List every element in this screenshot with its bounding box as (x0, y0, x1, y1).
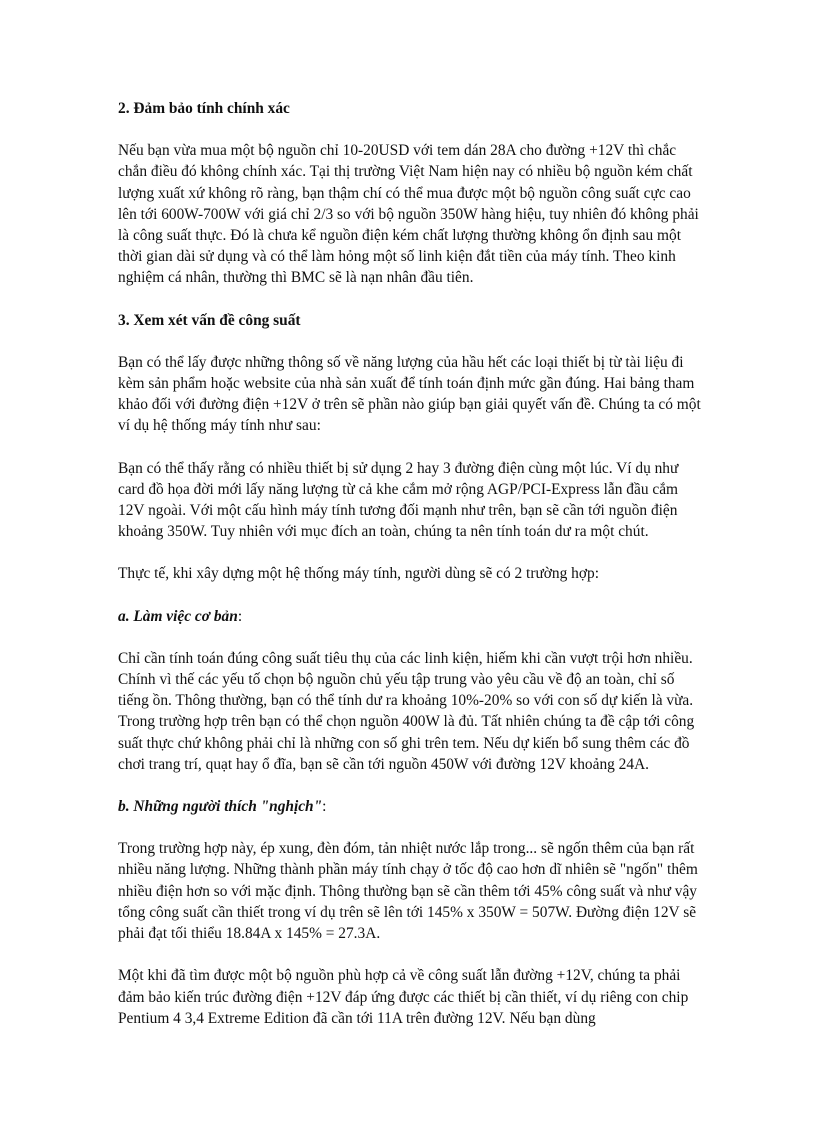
case-b-heading (118, 796, 704, 817)
section-3-paragraph-1: Bạn có thể lấy được những thông số về năng lượng của hầu hết các loại thiết bị từ tài liệu đi kèm sản phẩm hoặc website của nhà sản xuất để tính toán định mức gần đúng. Hai bảng tham khảo đối với đường điện +12V ở trên sẽ phần nào giúp bạn giải quyết vấn đề. Chúng ta có một ví dụ hệ thống máy tính như sau: (118, 353, 701, 435)
case-b-colon: : (322, 798, 327, 816)
section-3-heading: 3. Xem xét vấn đề công suất (118, 311, 301, 329)
case-a-colon: : (237, 607, 243, 625)
section-3-paragraph-2: Bạn có thể thấy rằng có nhiều thiết bị sử dụng 2 hay 3 đường điện cùng một lúc. Ví dụ như card đồ họa đời mới lấy năng lượng từ cả khe cắm mở rộng AGP/PCI-Express lẫn đầu cắm 12V ngoài. Với một cấu hình máy tính tương đối mạnh như trên, bạn sẽ cần tới nguồn điện khoảng 350W. Tuy nhiên với mục đích an toàn, chúng ta nên tính toán dư ra một chút. (118, 459, 679, 541)
closing-paragraph: Một khi đã tìm được một bộ nguồn phù hợp cả về công suất lẫn đường +12V, chúng ta phải đảm bảo kiến trúc đường điện +12V đáp ứng được các thiết bị cần thiết, ví dụ riêng con chip Pentium 4 3,4 Extreme Edition đã cần tới 11A trên đường 12V. Nếu bạn dùng (118, 967, 689, 1027)
document-page (118, 98, 704, 1050)
case-b-title: b. Những người thích "nghịch" (118, 798, 323, 816)
case-a-paragraph: Chỉ cần tính toán đúng công suất tiêu thụ của các linh kiện, hiếm khi cần vượt trội hơn nhiều. Chính vì thế các yếu tố chọn bộ nguồn chủ yếu tập trung vào yêu cầu về độ an toàn, chỉ số tiếng ồn. Thông thường, bạn có thể tính dư ra khoảng 10%-20% so với con số dự kiến là vừa. Trong trường hợp trên bạn có thể chọn nguồn 400W là đủ. Tất nhiên chúng ta đề cập tới công suất thực chứ không phải chỉ là những con số ghi trên tem. Nếu dự kiến bổ sung thêm các đồ chơi trang trí, quạt hay ổ đĩa, bạn sẽ cần tới nguồn 450W với đường 12V khoảng 24A. (118, 649, 695, 773)
section-2-paragraph: Nếu bạn vừa mua một bộ nguồn chỉ 10-20USD với tem dán 28A cho đường +12V thì chắc chắn điều đó không chính xác. Tại thị trường Việt Nam hiện nay có nhiều bộ nguồn kém chất lượng xuất xứ không rõ ràng, bạn thậm chí có thể mua được một bộ nguồn công suất cực cao lên tới 600W-700W với giá chỉ 2/3 so với bộ nguồn 350W hàng hiệu, tuy nhiên đó không phải là công suất thực. Đó là chưa kể nguồn điện kém chất lượng thường không ổn định sau một thời gian dài sử dụng và có thể làm hỏng một số linh kiện đắt tiền của máy tính. Theo kinh nghiệm cá nhân, thường thì BMC sẽ là nạn nhân đầu tiên. (118, 142, 699, 287)
section-3-paragraph-3: Thực tế, khi xây dựng một hệ thống máy tính, người dùng sẽ có 2 trường hợp: (118, 565, 599, 583)
case-a-heading (118, 606, 704, 627)
section-2-heading: 2. Đảm bảo tính chính xác (118, 100, 290, 117)
case-b-paragraph: Trong trường hợp này, ép xung, đèn đóm, tản nhiệt nước lắp trong... sẽ ngốn thêm của bạn rất nhiều năng lượng. Những thành phần máy tính chạy ở tốc độ cao hơn dĩ nhiên sẽ "ngốn" thêm nhiều điện hơn so với mặc định. Thông thường bạn sẽ cần thêm tới 45% công suất và như vậy tổng công suất cần thiết trong ví dụ trên sẽ lên tới 145% x 350W = 507W. Đường điện 12V sẽ phải đạt tối thiểu 18.84A x 145% = 27.3A. (118, 840, 698, 943)
case-a-title: a. Làm việc cơ bản (118, 607, 238, 625)
